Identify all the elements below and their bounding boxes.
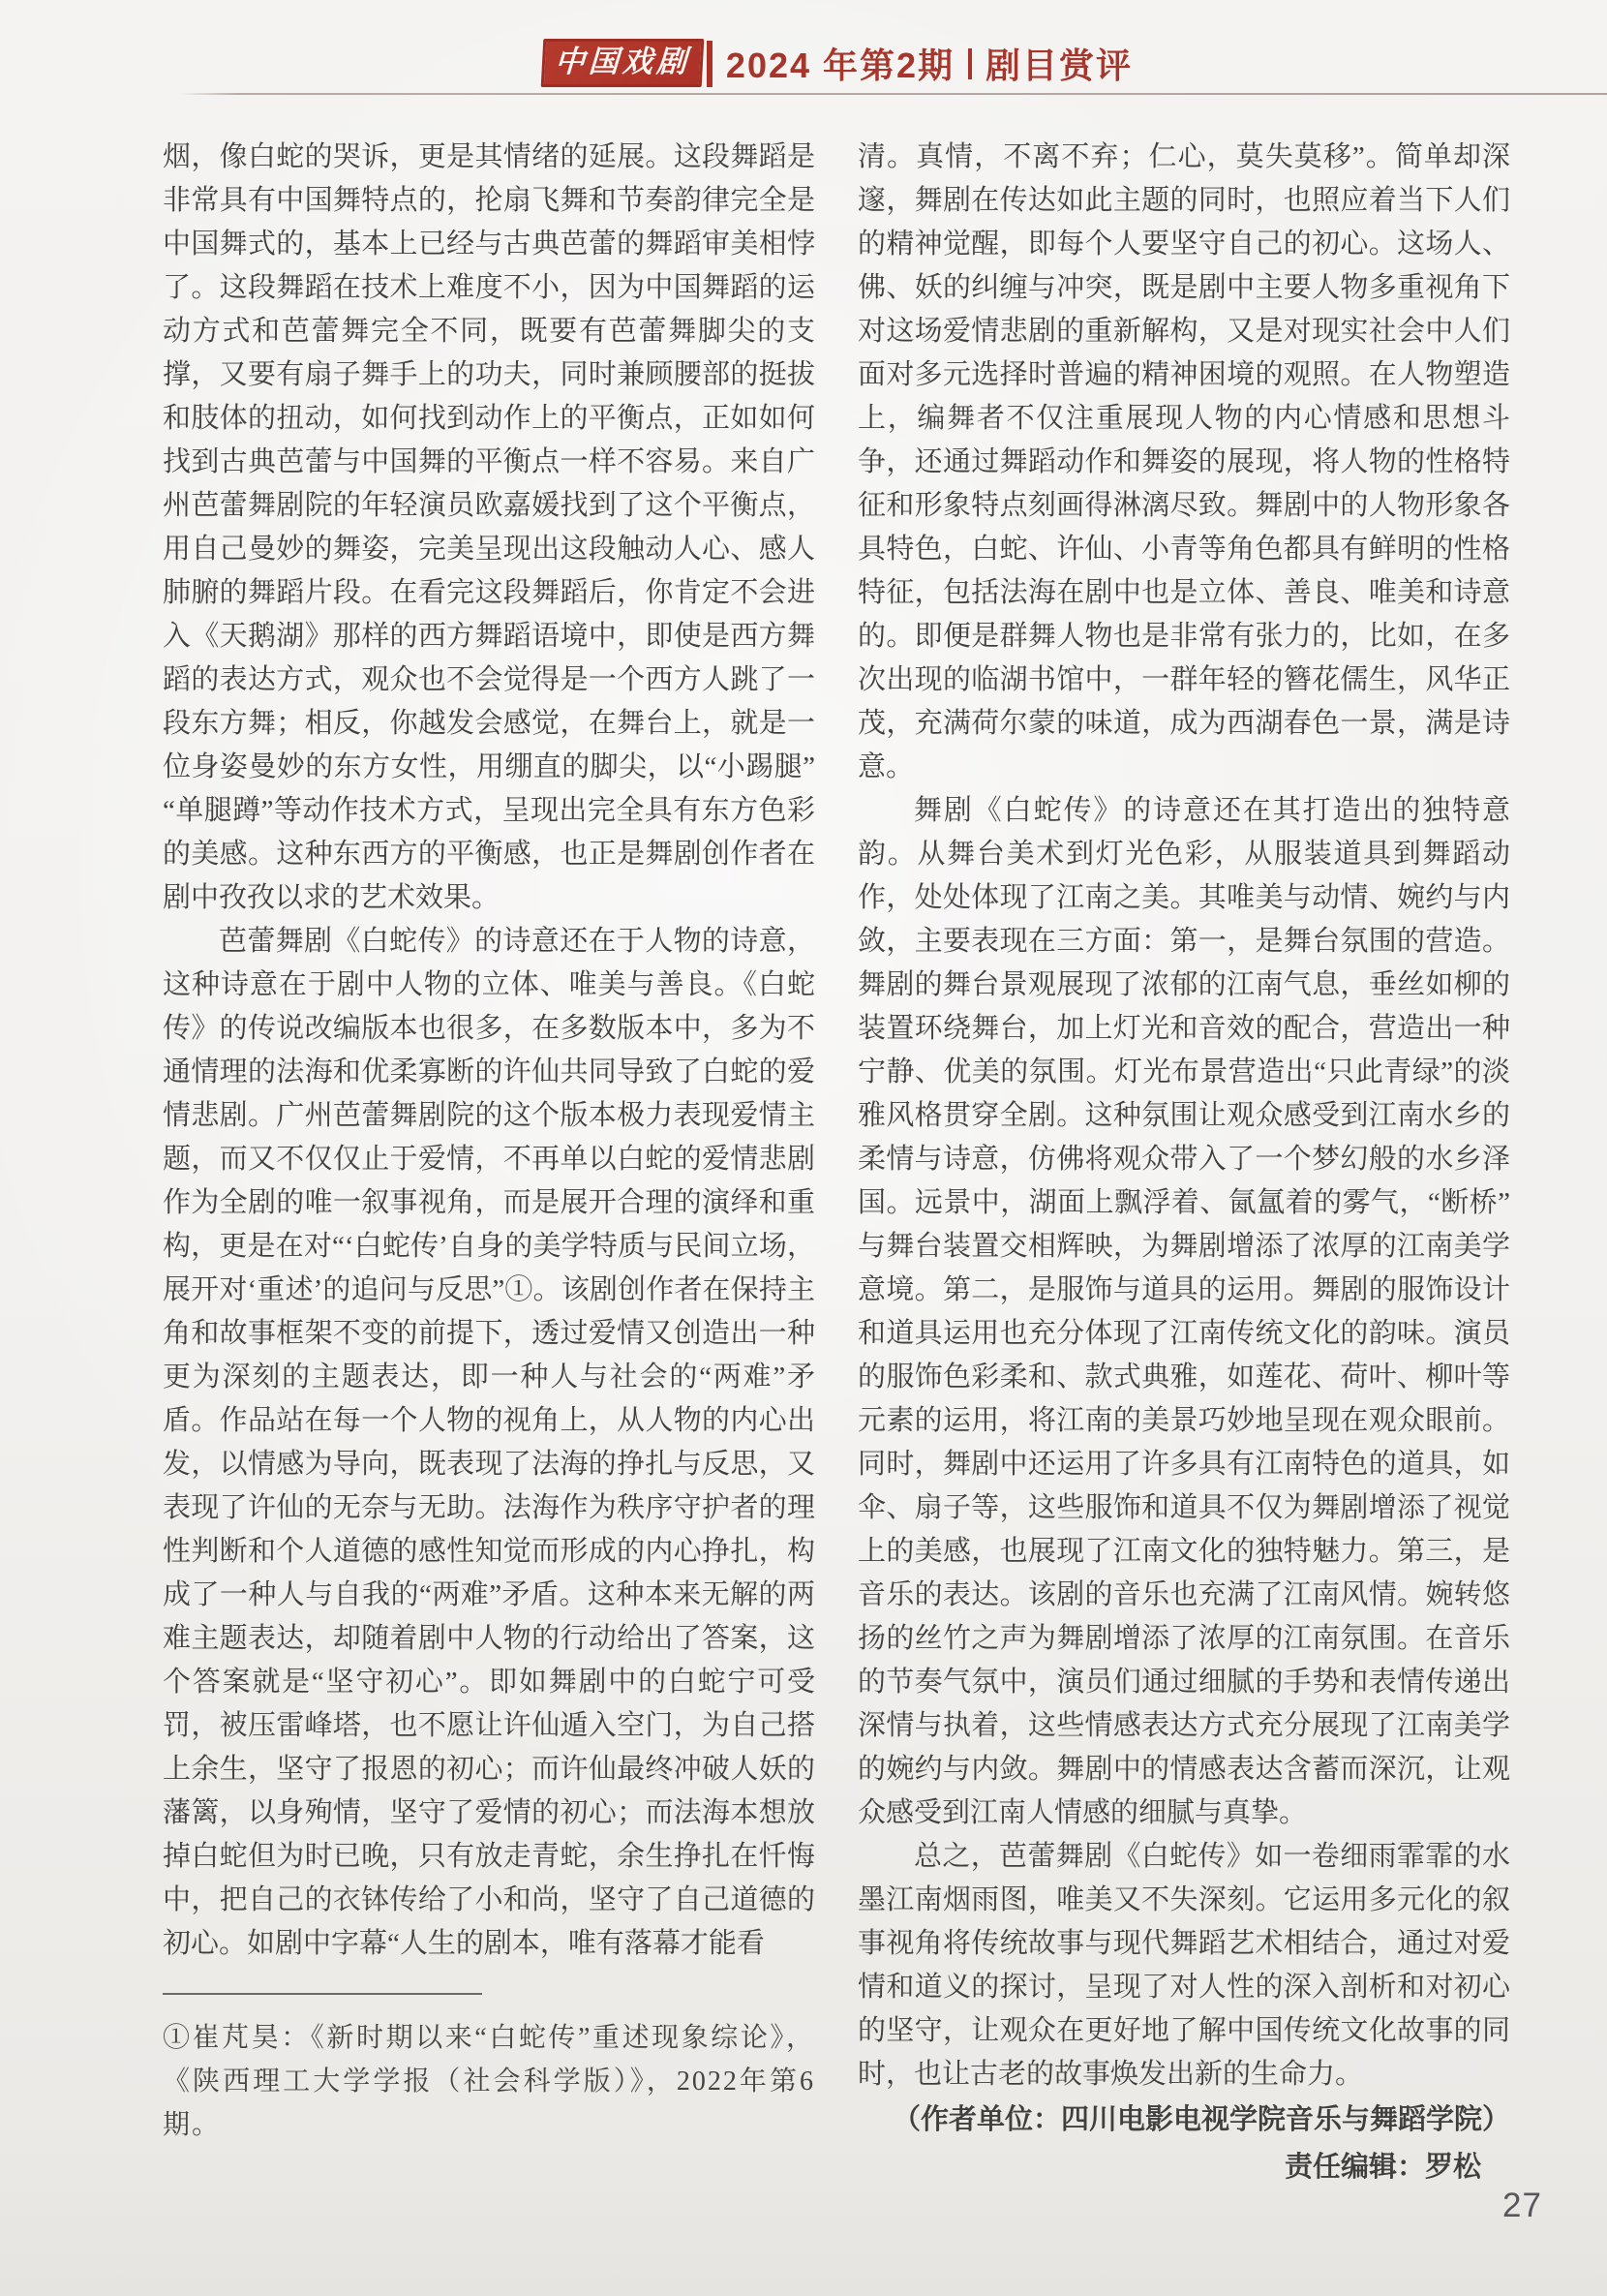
author-affiliation: （作者单位：四川电影电视学院音乐与舞蹈学院）	[892, 2104, 1510, 2135]
footnote-text: ①崔芃昊：《新时期以来“白蛇传”重述现象综论》，《陕西理工大学学报（社会科学版）》，2022年第6期。	[163, 2023, 815, 2140]
paragraph: 烟，像白蛇的哭诉，更是其情绪的延展。这段舞蹈是非常具有中国舞特点的，抡扇飞舞和节奏韵律完全是中国舞式的，基本上已经与古典芭蕾的舞蹈审美相悖了。这段舞蹈在技术上难度不小，因为中国舞蹈的运动方式和芭蕾舞完全不同，既要有芭蕾舞脚尖的支撑，又要有扇子舞手上的功夫，同时兼顾腰部的挺拔和肢体的扭动，如何找到动作上的平衡点，正如如何找到古典芭蕾与中国舞的平衡点一样不容易。来自广州芭蕾舞剧院的年轻演员欧嘉媛找到了这个平衡点，用自己曼妙的舞姿，完美呈现出这段触动人心、感人肺腑的舞蹈片段。在看完这段舞蹈后，你肯定不会进入《天鹅湖》那样的西方舞蹈语境中，即使是西方舞蹈的表达方式，观众也不会觉得是一个西方人跳了一段东方舞；相反，你越发会感觉，在舞台上，就是一位身姿曼妙的东方女性，用绷直的脚尖，以“小踢腿”“单腿蹲”等动作技术方式，呈现出完全具有东方色彩的美感。这种东西方的平衡感，也正是舞剧创作者在剧中孜孜以求的艺术效果。	[163, 141, 815, 913]
right-column	[858, 136, 1510, 2191]
issue-label: 2024 年第2期	[725, 46, 955, 85]
paragraph: 总之，芭蕾舞剧《白蛇传》如一卷细雨霏霏的水墨江南烟雨图，唯美又不失深刻。它运用多元化的叙事视角将传统故事与现代舞蹈艺术相结合，通过对爱情和道义的探讨，呈现了对人性的深入剖析和对初心的坚守，让观众在更好地了解中国传统文化故事的同时，也让古老的故事焕发出新的生命力。	[858, 1841, 1510, 2090]
issue-section-divider	[968, 48, 972, 79]
header-issue-line	[726, 39, 1133, 88]
page-header	[0, 39, 1607, 88]
logo-divider-bar	[707, 41, 713, 87]
magazine-logo: 中国戏剧	[541, 39, 705, 87]
left-column	[163, 136, 815, 1966]
section-label: 剧目赏评	[985, 46, 1134, 85]
footnote-divider	[163, 1993, 482, 1995]
editor-credit: 责任编辑：罗松	[1284, 2152, 1481, 2183]
page-number: 27	[1502, 2187, 1542, 2224]
scan-edge-line	[179, 93, 1607, 95]
paragraph: 清。真情，不离不弃；仁心，莫失莫移”。简单却深邃，舞剧在传达如此主题的同时，也照应着当下人们的精神觉醒，即每个人要坚守自己的初心。这场人、佛、妖的纠缠与冲突，既是剧中主要人物多重视角下对这场爱情悲剧的重新解构，又是对现实社会中人们面对多元选择时普遍的精神困境的观照。在人物塑造上，编舞者不仅注重展现人物的内心情感和思想斗争，还通过舞蹈动作和舞姿的展现，将人物的性格特征和形象特点刻画得淋漓尽致。舞剧中的人物形象各具特色，白蛇、许仙、小青等角色都具有鲜明的性格特征，包括法海在剧中也是立体、善良、唯美和诗意的。即便是群舞人物也是非常有张力的，比如，在多次出现的临湖书馆中，一群年轻的簪花儒生，风华正茂，充满荷尔蒙的味道，成为西湖春色一景，满是诗意。	[858, 141, 1510, 782]
paragraph: 舞剧《白蛇传》的诗意还在其打造出的独特意韵。从舞台美术到灯光色彩，从服装道具到舞蹈动作，处处体现了江南之美。其唯美与动情、婉约与内敛，主要表现在三方面：第一，是舞台氛围的营造。舞剧的舞台景观展现了浓郁的江南气息，垂丝如柳的装置环绕舞台，加上灯光和音效的配合，营造出一种宁静、优美的氛围。灯光布景营造出“只此青绿”的淡雅风格贯穿全剧。这种氛围让观众感受到江南水乡的柔情与诗意，仿佛将观众带入了一个梦幻般的水乡泽国。远景中，湖面上飘浮着、氤氲着的雾气，“断桥”与舞台装置交相辉映，为舞剧增添了浓厚的江南美学意境。第二，是服饰与道具的运用。舞剧的服饰设计和道具运用也充分体现了江南传统文化的韵味。演员的服饰色彩柔和、款式典雅，如莲花、荷叶、柳叶等元素的运用，将江南的美景巧妙地呈现在观众眼前。同时，舞剧中还运用了许多具有江南特色的道具，如伞、扇子等，这些服饰和道具不仅为舞剧增添了视觉上的美感，也展现了江南文化的独特魅力。第三，是音乐的表达。该剧的音乐也充满了江南风情。婉转悠扬的丝竹之声为舞剧增添了浓厚的江南氛围。在音乐的节奏气氛中，演员们通过细腻的手势和表情传递出深情与执着，这些情感表达方式充分展现了江南美学的婉约与内敛。舞剧中的情感表达含蓄而深沉，让观众感受到江南人情感的细腻与真挚。	[858, 795, 1510, 1828]
paragraph: 芭蕾舞剧《白蛇传》的诗意还在于人物的诗意，这种诗意在于剧中人物的立体、唯美与善良。《白蛇传》的传说改编版本也很多，在多数版本中，多为不通情理的法海和优柔寡断的许仙共同导致了白蛇的爱情悲剧。广州芭蕾舞剧院的这个版本极力表现爱情主题，而又不仅仅止于爱情，不再单以白蛇的爱情悲剧作为全剧的唯一叙事视角，而是展开合理的演绎和重构，更是在对“‘白蛇传’自身的美学特质与民间立场，展开对‘重述’的追问与反思”①。该剧创作者在保持主角和故事框架不变的前提下，透过爱情又创造出一种更为深刻的主题表达，即一种人与社会的“两难”矛盾。作品站在每一个人物的视角上，从人物的内心出发，以情感为导向，既表现了法海的挣扎与反思，又表现了许仙的无奈与无助。法海作为秩序守护者的理性判断和个人道德的感性知觉而形成的内心挣扎，构成了一种人与自我的“两难”矛盾。这种本来无解的两难主题表达，却随着剧中人物的行动给出了答案，这个答案就是“坚守初心”。即如舞剧中的白蛇宁可受罚，被压雷峰塔，也不愿让许仙遁入空门，为自己搭上余生，坚守了报恩的初心；而许仙最终冲破人妖的藩篱，以身殉情，坚守了爱情的初心；而法海本想放掉白蛇但为时已晚，只有放走青蛇，余生挣扎在忏悔中，把自己的衣钵传给了小和尚，坚守了自己道德的初心。如剧中字幕“人生的剧本，唯有落幕才能看	[163, 926, 815, 1959]
